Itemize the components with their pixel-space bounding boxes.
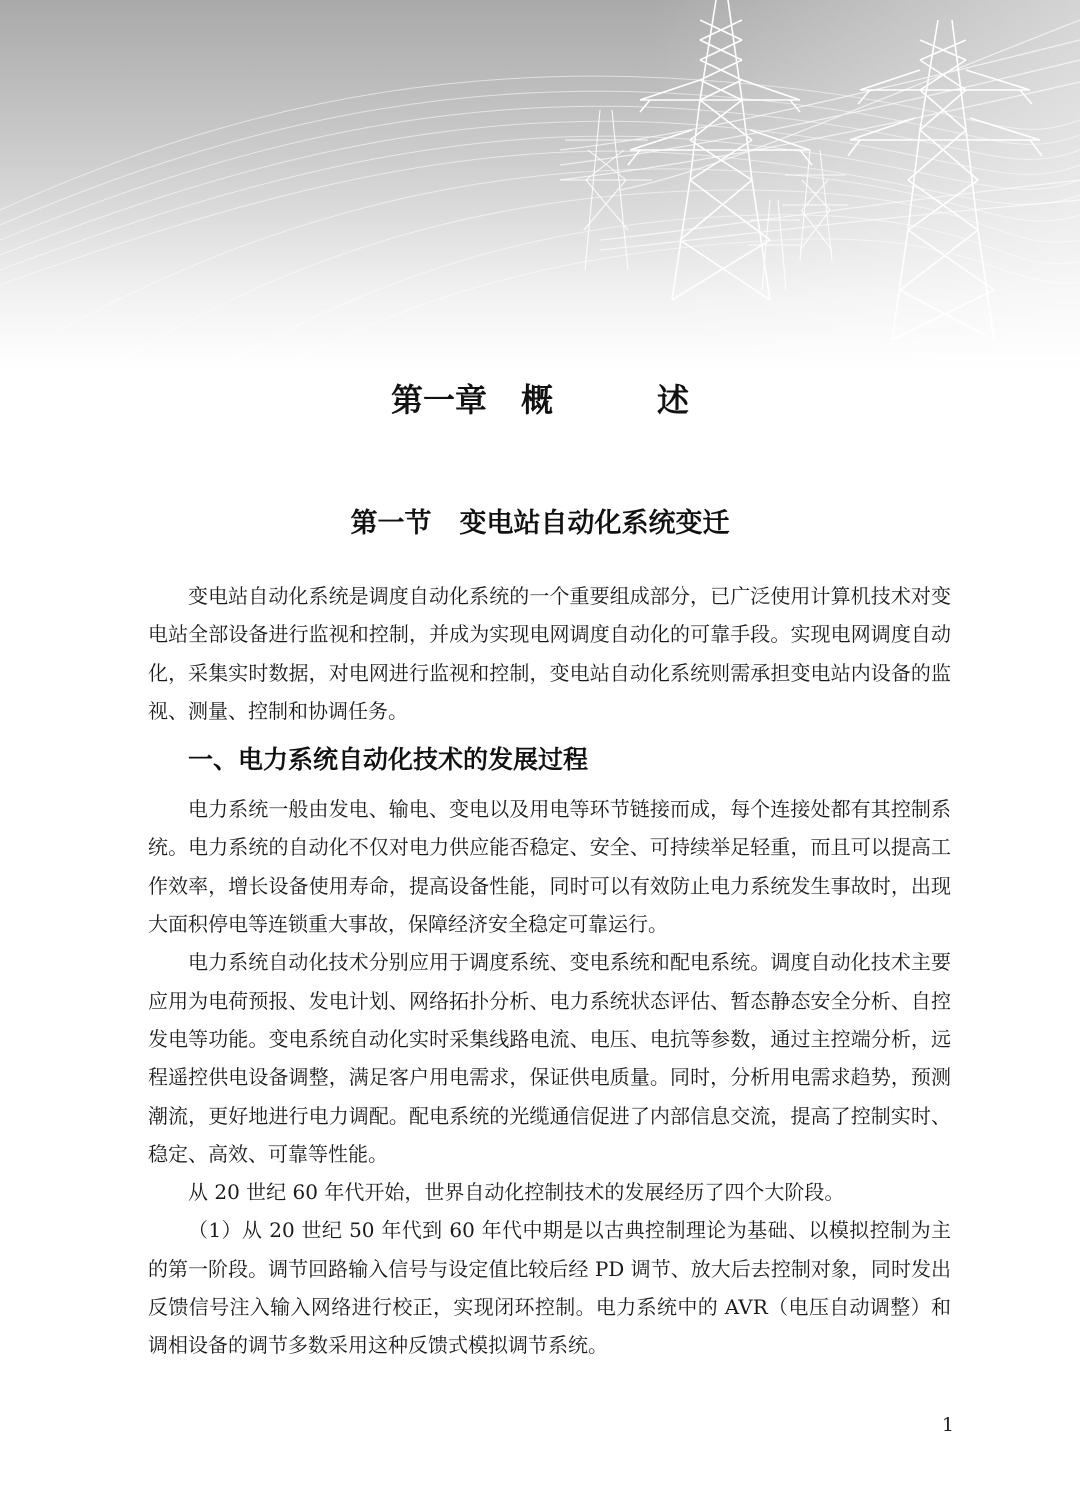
chapter-title <box>0 372 1080 428</box>
body-paragraph: 电力系统一般由发电、输电、变电以及用电等环节链接而成，每个连接处都有其控制系统。电力系统的自动化不仅对电力供应能否稳定、安全、可持续举足轻重，而且可以提高工作效率，增长设备使用寿命，提高设备性能，同时可以有效防止电力系统发生事故时，出现大面积停电等连锁重大事故，保障经济安全稳定可靠运行。 <box>148 797 951 937</box>
section-heading: 变电站自动化系统变迁 <box>459 508 730 539</box>
body-content <box>148 577 951 1365</box>
body-paragraph: （1）从 20 世纪 50 年代到 60 年代中期是以古典控制理论为基础、以模拟控制为主的第一阶段。调节回路输入信号与设定值比较后经 PD 调节、放大后去控制对象，同时发出反馈信号注入输入网络进行校正，实现闭环控制。电力系统中的 AVR（电压自动调整）和调相设备的调节多数采用这种反馈式模拟调节系统。 <box>148 1218 951 1358</box>
page-number: 1 <box>941 1414 954 1436</box>
chapter-title-char-1: 概 <box>520 381 553 419</box>
chapter-title-char-2: 述 <box>657 381 690 419</box>
chapter-number: 第一章 <box>390 381 487 419</box>
body-paragraph: 从 20 世纪 60 年代开始，世界自动化控制技术的发展经历了四个大阶段。 <box>188 1180 845 1205</box>
intro-paragraph: 变电站自动化系统是调度自动化系统的一个重要组成部分，已广泛使用计算机技术对变电站全部设备进行监视和控制，并成为实现电网调度自动化的可靠手段。实现电网调度自动化，采集实时数据，对电网进行监视和控制，变电站自动化系统则需承担变电站内设备的监视、测量、控制和协调任务。 <box>148 584 951 723</box>
section-title <box>0 500 1080 548</box>
body-paragraph: 电力系统自动化技术分别应用于调度系统、变电系统和配电系统。调度自动化技术主要应用为电荷预报、发电计划、网络拓扑分析、电力系统状态评估、暂态静态安全分析、自控发电等功能。变电系统自动化实时采集线路电流、电压、电抗等参数，通过主控端分析，远程遥控供电设备调整，满足客户用电需求，保证供电质量。同时，分析用电需求趋势，预测潮流，更好地进行电力调配。配电系统的光缆通信促进了内部信息交流，提高了控制实时、稳定、高效、可靠等性能。 <box>148 950 951 1166</box>
header-illustration <box>0 0 1080 370</box>
section-number: 第一节 <box>350 508 432 539</box>
subsection-heading: 一、电力系统自动化技术的发展过程 <box>188 745 589 775</box>
